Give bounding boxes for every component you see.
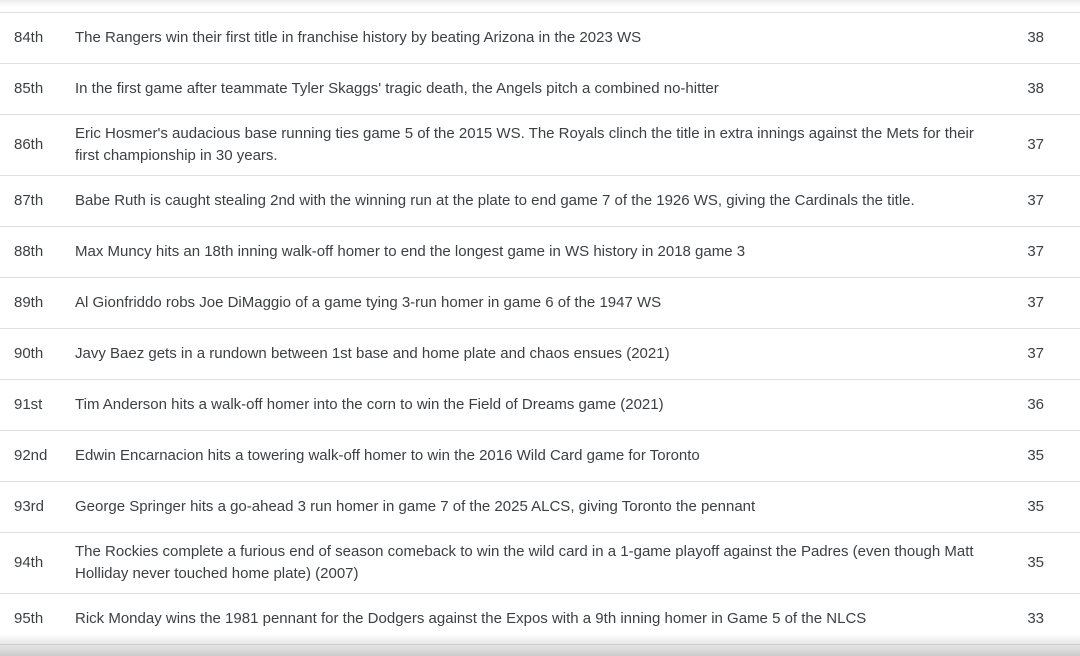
- vote-count-cell: 37: [1027, 345, 1044, 362]
- description-cell: Max Muncy hits an 18th inning walk-off homer to end the longest game in WS history in 2018 game 3: [75, 243, 746, 260]
- rank-cell: 94th: [14, 554, 44, 571]
- description-cell: In the first game after teammate Tyler Skaggs' tragic death, the Angels pitch a combined no-hitter: [75, 80, 719, 97]
- table-row: [0, 380, 1080, 431]
- description-cell: George Springer hits a go-ahead 3 run homer in game 7 of the 2025 ALCS, giving Toronto the pennant: [75, 498, 756, 515]
- table-row: [0, 64, 1080, 115]
- vote-count-cell: 37: [1027, 192, 1044, 209]
- vote-count-cell: 33: [1027, 610, 1044, 627]
- rank-cell: 86th: [14, 136, 44, 153]
- previous-row-partial: [0, 0, 1080, 13]
- rank-cell: 93rd: [14, 498, 45, 515]
- table-row: [0, 329, 1080, 380]
- vote-count-cell: 36: [1027, 396, 1044, 413]
- description-cell: Al Gionfriddo robs Joe DiMaggio of a game tying 3-run homer in game 6 of the 1947 WS: [75, 294, 662, 311]
- description-cell: Tim Anderson hits a walk-off homer into the corn to win the Field of Dreams game (2021): [75, 396, 664, 413]
- description-cell: Eric Hosmer's audacious base running ties game 5 of the 2015 WS. The Royals clinch the title in extra innings against the Mets for their first championship in 30 years.: [75, 125, 974, 164]
- table-row: [0, 533, 1080, 594]
- description-cell: Javy Baez gets in a rundown between 1st base and home plate and chaos ensues (2021): [75, 345, 670, 362]
- rank-cell: 90th: [14, 345, 44, 362]
- vote-count-cell: 35: [1027, 498, 1044, 515]
- vote-count-cell: 35: [1027, 447, 1044, 464]
- description-cell: The Rangers win their first title in franchise history by beating Arizona in the 2023 WS: [75, 29, 642, 46]
- description-cell: Babe Ruth is caught stealing 2nd with the winning run at the plate to end game 7 of the 1926 WS, giving the Cardinals the title.: [75, 192, 915, 209]
- table-row: [0, 227, 1080, 278]
- rank-cell: 85th: [14, 80, 44, 97]
- table-row: [0, 176, 1080, 227]
- rank-cell: 92nd: [14, 447, 48, 464]
- table-row: [0, 594, 1080, 645]
- vote-count-cell: 38: [1027, 29, 1044, 46]
- rank-cell: 89th: [14, 294, 44, 311]
- table-row: [0, 13, 1080, 64]
- vote-count-cell: 37: [1027, 294, 1044, 311]
- rank-cell: 91st: [14, 396, 43, 413]
- table-row: [0, 115, 1080, 176]
- vote-count-cell: 38: [1027, 80, 1044, 97]
- table-row: [0, 278, 1080, 329]
- table-row: [0, 431, 1080, 482]
- rank-cell: 87th: [14, 192, 44, 209]
- table-row: [0, 482, 1080, 533]
- description-cell: Edwin Encarnacion hits a towering walk-off homer to win the 2016 Wild Card game for Toronto: [75, 447, 700, 464]
- description-cell: Rick Monday wins the 1981 pennant for the Dodgers against the Expos with a 9th inning homer in Game 5 of the NLCS: [75, 610, 867, 627]
- rank-cell: 84th: [14, 29, 44, 46]
- vote-count-cell: 37: [1027, 243, 1044, 260]
- table-rows-container: [0, 13, 1080, 645]
- vote-count-cell: 35: [1027, 554, 1044, 571]
- description-cell: The Rockies complete a furious end of season comeback to win the wild card in a 1-game playoff against the Padres (even though Matt Holliday never touched home plate) (2007): [75, 543, 974, 582]
- vote-count-cell: 37: [1027, 136, 1044, 153]
- rank-cell: 95th: [14, 610, 44, 627]
- rank-cell: 88th: [14, 243, 44, 260]
